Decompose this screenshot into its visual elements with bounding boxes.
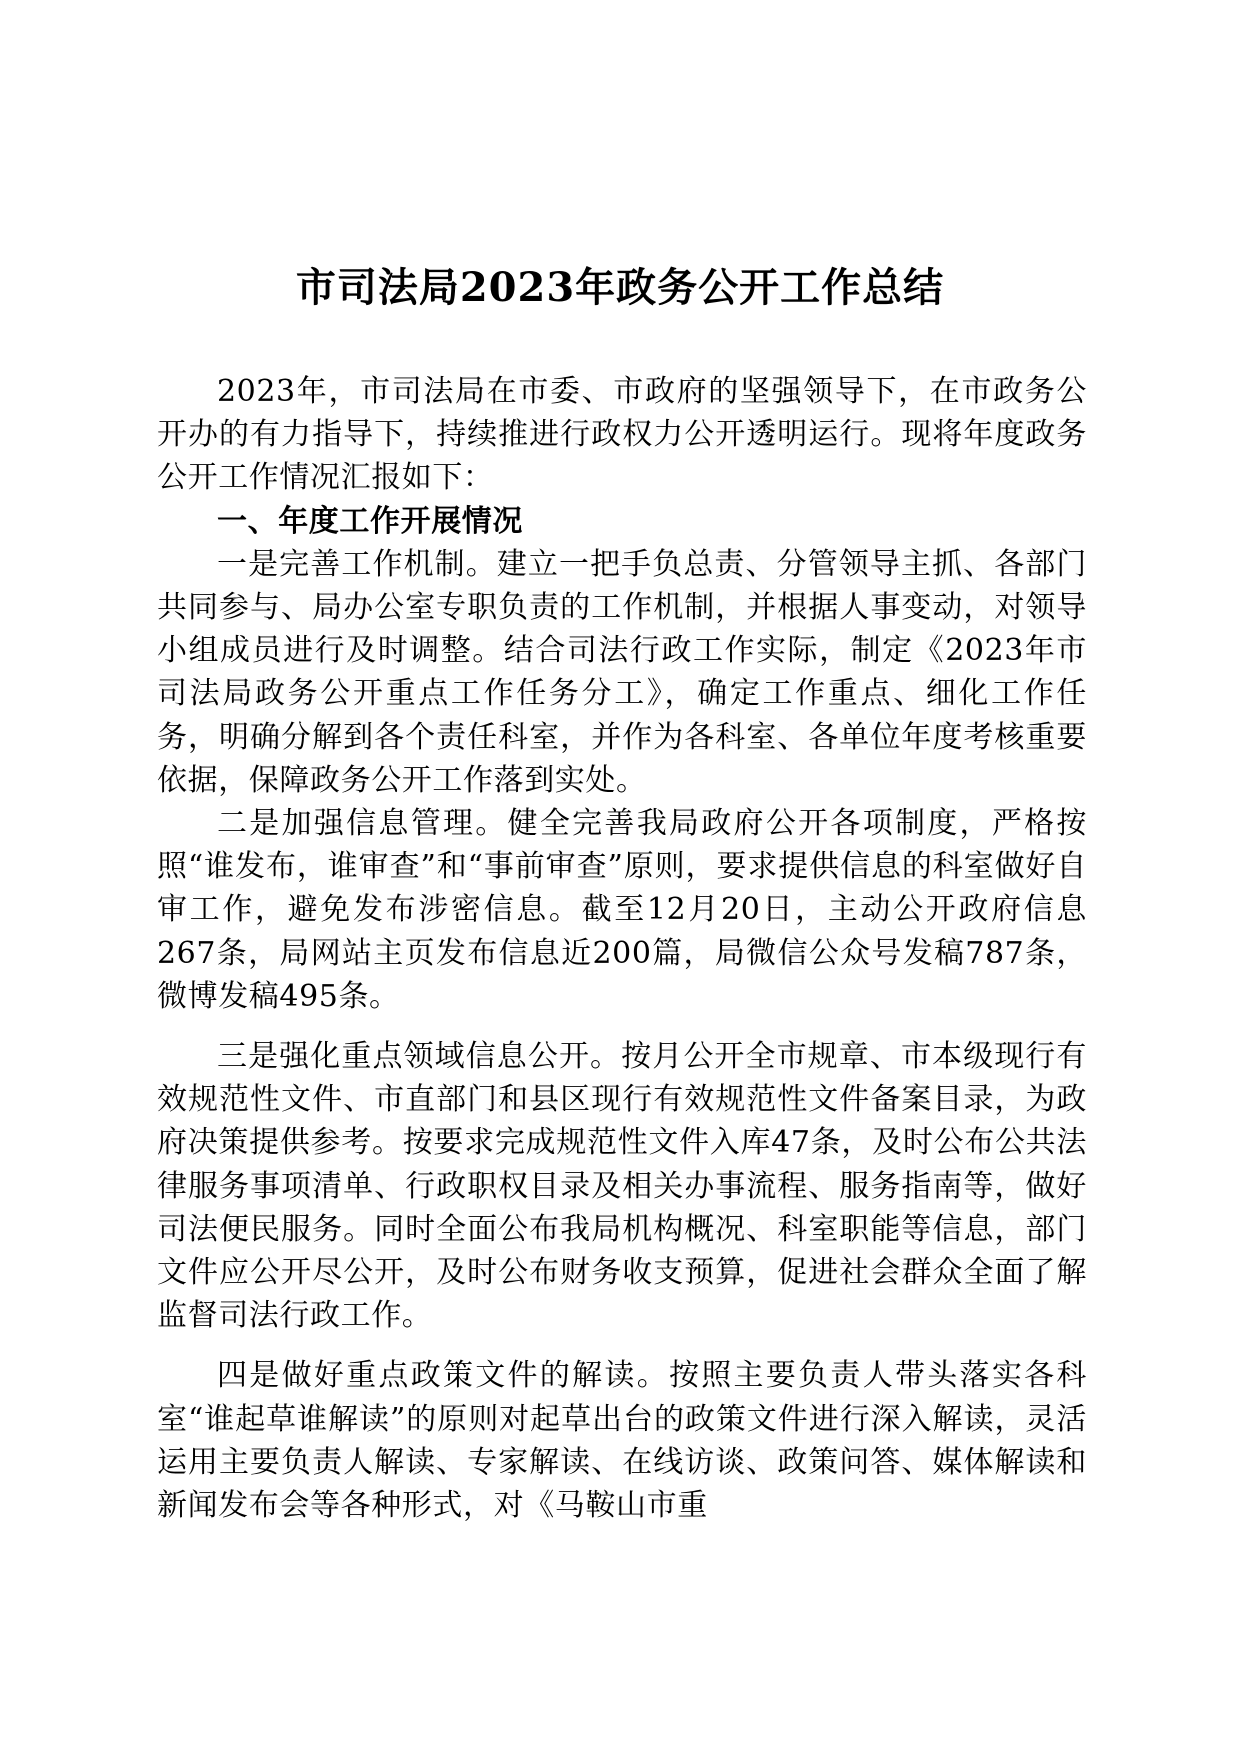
- section-heading: 一、年度工作开展情况: [217, 503, 523, 539]
- intro-paragraph: 2023年，市司法局在市委、市政府的坚强领导下，在市政务公开办的有力指导下，持续推进行政权力公开透明运行。现将年度政务公开工作情况汇报如下：: [157, 374, 1087, 496]
- paragraph-policy-interpretation: 四是做好重点政策文件的解读。按照主要负责人带头落实各科室“谁起草谁解读”的原则对起草出台的政策文件进行深入解读，灵活运用主要负责人解读、专家解读、在线访谈、政策问答、媒体解读和新闻发布会等各种形式，对《马鞍山市重: [157, 1358, 1087, 1524]
- document-title: 市司法局2023年政务公开工作总结: [295, 264, 945, 311]
- paragraph-gap: [157, 1337, 1087, 1354]
- paragraph-gap: [157, 1018, 1087, 1035]
- paragraph-info-management: 二是加强信息管理。健全完善我局政府公开各项制度，严格按照“谁发布，谁审查”和“事前审查”原则，要求提供信息的科室做好自审工作，避免发布涉密信息。截至12月20日，主动公开政府信息267条，局网站主页发布信息近200篇，局微信公众号发稿787条，微博发稿495条。: [157, 806, 1087, 1014]
- paragraph-mechanism: 一是完善工作机制。建立一把手负总责、分管领导主抓、各部门共同参与、局办公室专职负责的工作机制，并根据人事变动，对领导小组成员进行及时调整。结合司法行政工作实际，制定《2023年市司法局政务公开重点工作任务分工》，确定工作重点、细化工作任务，明确分解到各个责任科室，并作为各科室、各单位年度考核重要依据，保障政务公开工作落到实处。: [157, 546, 1087, 798]
- paragraph-key-areas: 三是强化重点领域信息公开。按月公开全市规章、市本级现行有效规范性文件、市直部门和县区现行有效规范性文件备案目录，为政府决策提供参考。按要求完成规范性文件入库47条，及时公布公共法律服务事项清单、行政职权目录及相关办事流程、服务指南等，做好司法便民服务。同时全面公布我局机构概况、科室职能等信息，部门文件应公开尽公开，及时公布财务收支预算，促进社会群众全面了解监督司法行政工作。: [157, 1039, 1087, 1334]
- document-body: [157, 370, 1087, 1527]
